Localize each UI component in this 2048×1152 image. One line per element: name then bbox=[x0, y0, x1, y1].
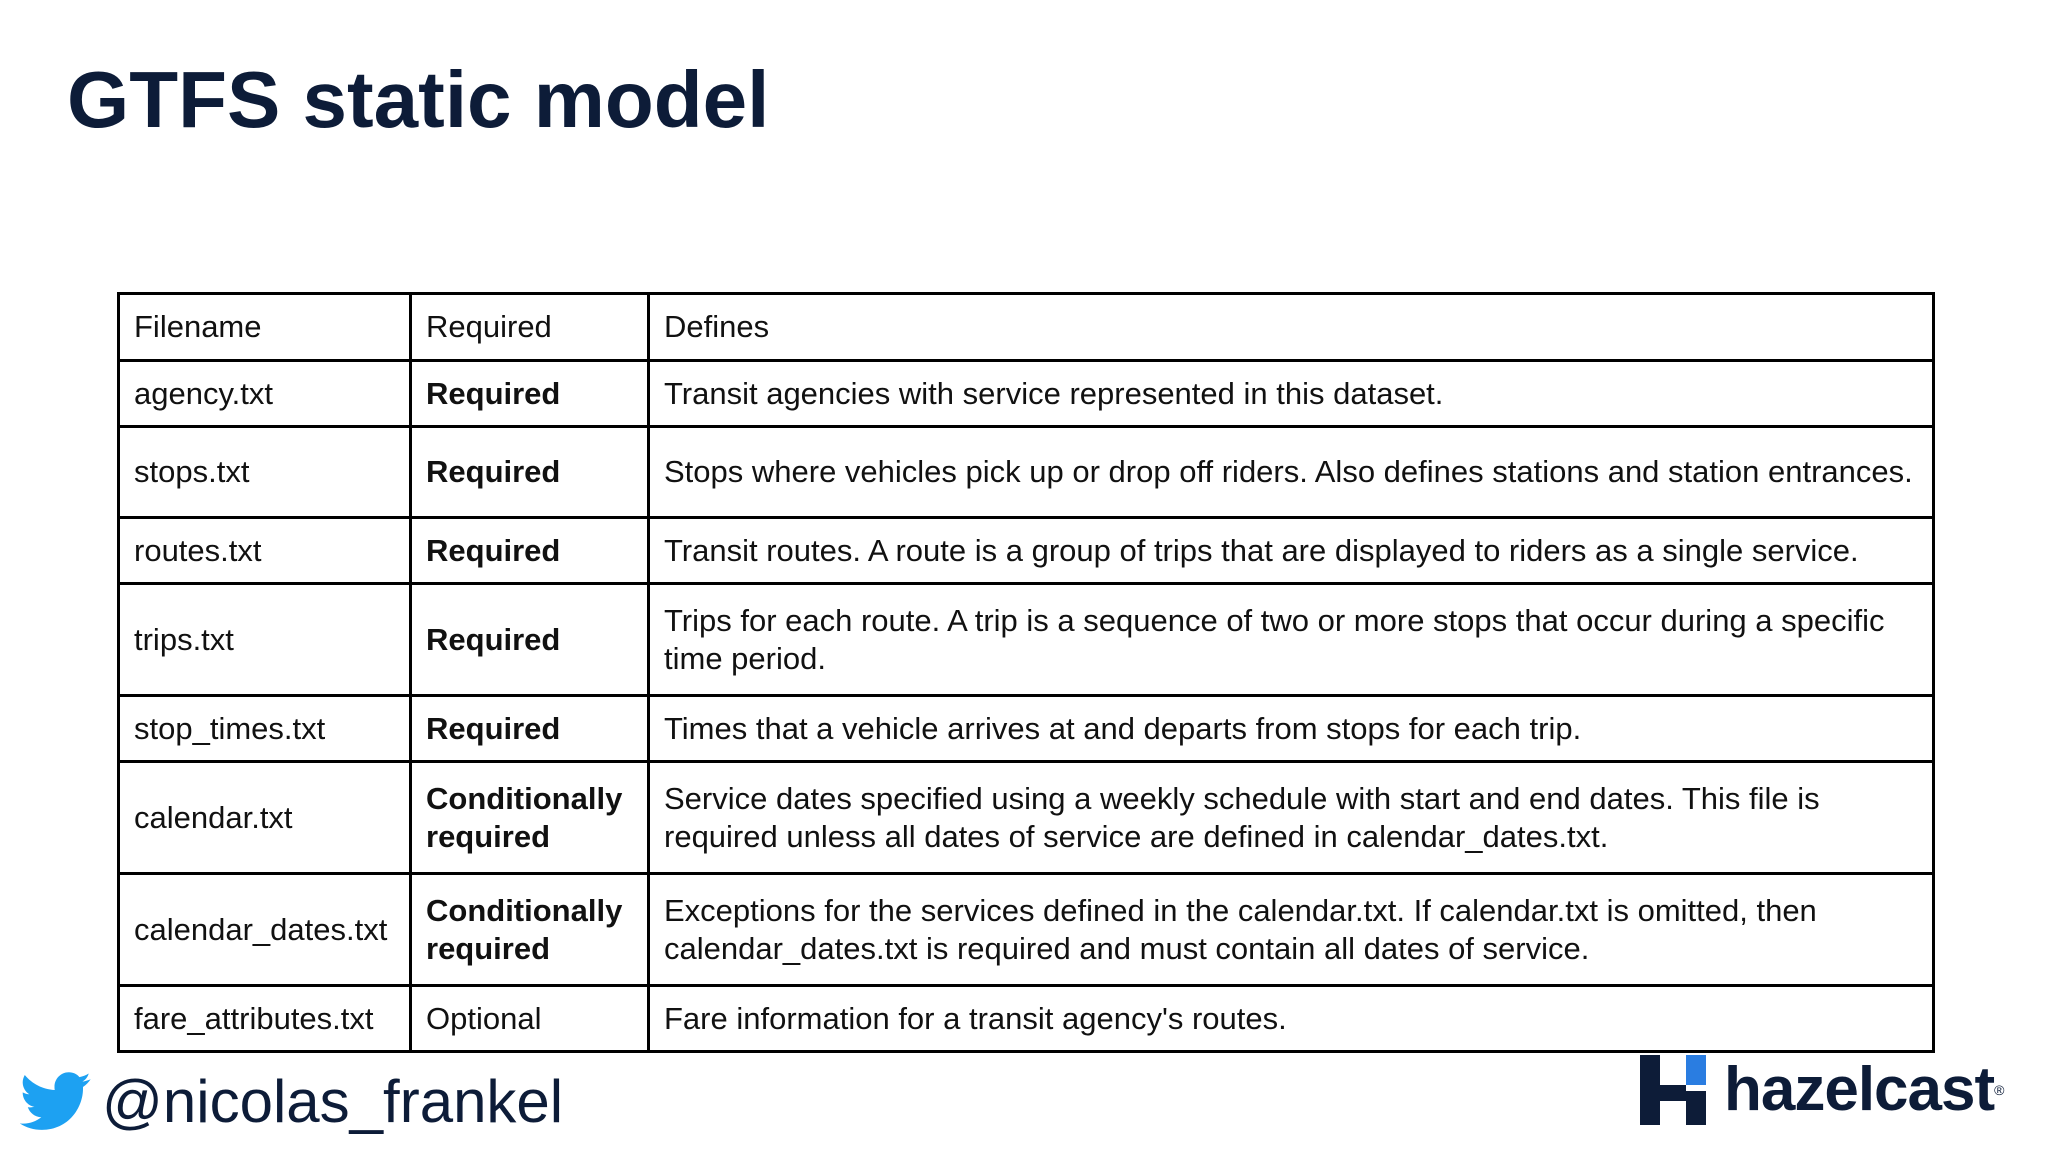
header-cell-required: Required bbox=[411, 294, 649, 361]
filename-cell: agency.txt bbox=[119, 361, 411, 427]
table-row bbox=[119, 584, 1934, 696]
defines-cell: Stops where vehicles pick up or drop off riders. Also defines stations and station entrances. bbox=[649, 427, 1934, 518]
defines-cell: Transit agencies with service represented in this dataset. bbox=[649, 361, 1934, 427]
twitter-bird-icon bbox=[20, 1071, 92, 1133]
table-header-row bbox=[119, 294, 1934, 361]
required-cell: Optional bbox=[411, 986, 649, 1052]
twitter-handle: @nicolas_frankel bbox=[102, 1068, 564, 1135]
filename-cell: routes.txt bbox=[119, 518, 411, 584]
filename-cell: calendar.txt bbox=[119, 762, 411, 874]
slide-title: GTFS static model bbox=[67, 55, 770, 144]
header-cell-filename: Filename bbox=[119, 294, 411, 361]
required-cell: Required bbox=[411, 696, 649, 762]
table-row bbox=[119, 874, 1934, 986]
hazelcast-logo-icon bbox=[1640, 1055, 1706, 1125]
required-cell: Required bbox=[411, 427, 649, 518]
registered-mark: ® bbox=[1994, 1082, 2005, 1098]
defines-cell: Fare information for a transit agency's routes. bbox=[649, 986, 1934, 1052]
filename-cell: stops.txt bbox=[119, 427, 411, 518]
table-row bbox=[119, 361, 1934, 427]
hazelcast-brand bbox=[1640, 1052, 2004, 1128]
required-cell: Required bbox=[411, 584, 649, 696]
required-cell: Required bbox=[411, 518, 649, 584]
filename-cell: calendar_dates.txt bbox=[119, 874, 411, 986]
filename-cell: fare_attributes.txt bbox=[119, 986, 411, 1052]
table-row bbox=[119, 696, 1934, 762]
header-cell-defines: Defines bbox=[649, 294, 1934, 361]
table-row bbox=[119, 986, 1934, 1052]
required-cell: Conditionally required bbox=[411, 874, 649, 986]
required-cell: Conditionally required bbox=[411, 762, 649, 874]
table-row bbox=[119, 427, 1934, 518]
defines-cell: Transit routes. A route is a group of trips that are displayed to riders as a single service. bbox=[649, 518, 1934, 584]
gtfs-files-table bbox=[117, 292, 1935, 1053]
defines-cell: Times that a vehicle arrives at and departs from stops for each trip. bbox=[649, 696, 1934, 762]
defines-cell: Exceptions for the services defined in the calendar.txt. If calendar.txt is omitted, then calendar_dates.txt is required and must contain all dates of service. bbox=[649, 874, 1934, 986]
filename-cell: stop_times.txt bbox=[119, 696, 411, 762]
table-row bbox=[119, 762, 1934, 874]
required-cell: Required bbox=[411, 361, 649, 427]
twitter-footer bbox=[20, 1062, 563, 1142]
defines-cell: Service dates specified using a weekly schedule with start and end dates. This file is required unless all dates of service are defined in calendar_dates.txt. bbox=[649, 762, 1934, 874]
brand-name: hazelcast bbox=[1724, 1055, 1995, 1124]
defines-cell: Trips for each route. A trip is a sequence of two or more stops that occur during a specific time period. bbox=[649, 584, 1934, 696]
table-row bbox=[119, 518, 1934, 584]
filename-cell: trips.txt bbox=[119, 584, 411, 696]
